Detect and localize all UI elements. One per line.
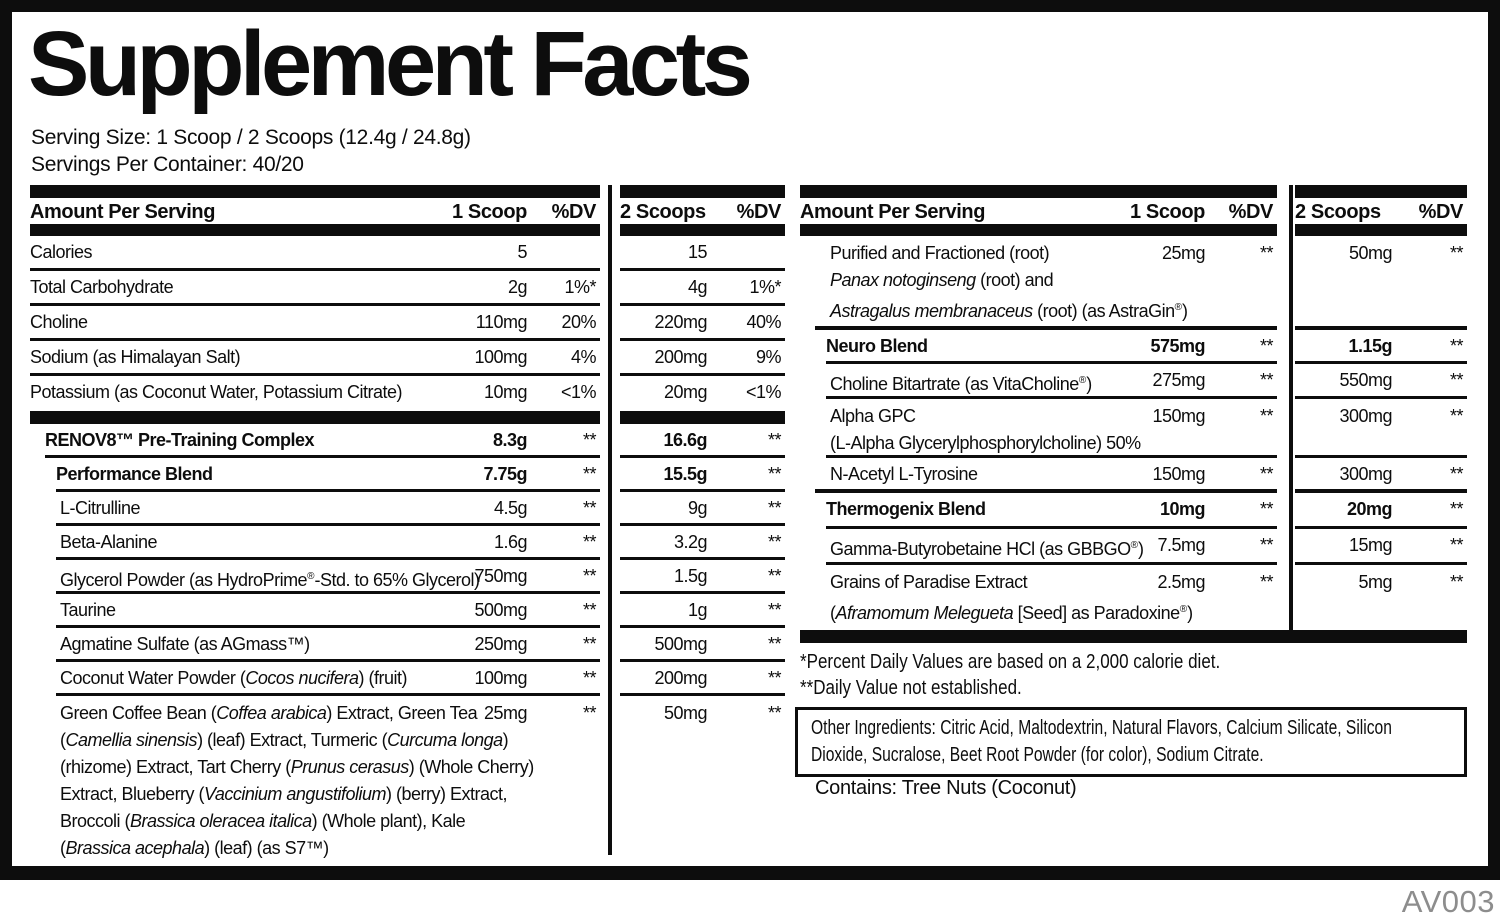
nutrient-values bbox=[620, 236, 785, 411]
amount-value: 200mg bbox=[654, 347, 707, 367]
ingredient-name: Alpha GPC (L-Alpha Glycerylphosphorylcholine) 50% bbox=[830, 406, 1141, 453]
dv-column-label: %DV bbox=[551, 201, 596, 223]
dv-value: ** bbox=[582, 600, 596, 620]
serving-size: Serving Size: 1 Scoop / 2 Scoops (12.4g / 24.8g) bbox=[31, 126, 471, 149]
table-row bbox=[30, 376, 600, 411]
table-row bbox=[826, 330, 1277, 364]
dv-value: ** bbox=[1259, 499, 1273, 519]
facts-panel2-1scoop bbox=[800, 185, 1277, 629]
amount-value: 2g bbox=[507, 277, 527, 297]
table-row bbox=[620, 662, 785, 696]
table-row bbox=[1295, 458, 1467, 493]
amount-value: 5mg bbox=[1358, 572, 1392, 592]
amount-value: 3.2g bbox=[673, 532, 707, 552]
table-row bbox=[30, 696, 600, 863]
table-row bbox=[1295, 399, 1467, 458]
dv-value: ** bbox=[582, 532, 596, 552]
ingredient-name: N-Acetyl L-Tyrosine bbox=[830, 464, 978, 484]
ingredient-name: Glycerol Powder (as HydroPrime®-Std. to 65% Glycerol) bbox=[60, 570, 480, 590]
ingredient-name: Sodium (as Himalayan Salt) bbox=[30, 347, 241, 367]
amount-value: 550mg bbox=[1339, 370, 1392, 390]
dv-value: ** bbox=[582, 566, 596, 586]
dv-value bbox=[711, 240, 785, 268]
amount-value: 7.5mg bbox=[1157, 535, 1205, 555]
dv-value: ** bbox=[767, 600, 781, 620]
panel-header-row bbox=[800, 198, 1277, 224]
table-row bbox=[45, 424, 600, 458]
dv-value bbox=[531, 240, 600, 268]
dv-value: 4% bbox=[570, 347, 596, 367]
table-row bbox=[56, 458, 600, 492]
table-row bbox=[620, 492, 785, 526]
blend-rows bbox=[30, 424, 600, 863]
dv-value: ** bbox=[1449, 572, 1463, 592]
dv-value: ** bbox=[1259, 464, 1273, 484]
dv-value: ** bbox=[582, 668, 596, 688]
table-row bbox=[620, 306, 785, 341]
other-ingredients-line2: Dioxide, Sucralose, Beet Root Powder (for color), Sodium Citrate. bbox=[811, 744, 1264, 766]
footnote-bar bbox=[800, 630, 1467, 643]
table-row bbox=[815, 458, 1277, 493]
amount-value: 7.75g bbox=[483, 464, 527, 484]
table-row bbox=[620, 594, 785, 628]
amount-value: 5 bbox=[517, 242, 527, 262]
ingredient-name: Choline Bitartrate (as VitaCholine®) bbox=[830, 374, 1092, 394]
page-title: Supplement Facts bbox=[28, 13, 749, 115]
ingredient-name: Potassium (as Coconut Water, Potassium Citrate) bbox=[30, 382, 402, 402]
table-row bbox=[30, 306, 600, 341]
table-row bbox=[1295, 529, 1467, 565]
dv-value: ** bbox=[1449, 406, 1463, 426]
dv-value: ** bbox=[1259, 243, 1273, 263]
amount-value: 50mg bbox=[1348, 243, 1392, 263]
dv-value: <1% bbox=[745, 382, 781, 402]
amount-value: 750mg bbox=[474, 566, 527, 586]
dv-value: ** bbox=[1259, 336, 1273, 356]
servings-per-container: Servings Per Container: 40/20 bbox=[31, 153, 304, 176]
dv-value: ** bbox=[767, 634, 781, 654]
ingredient-name: L-Citrulline bbox=[60, 498, 141, 518]
ingredient-name: Performance Blend bbox=[56, 464, 213, 484]
scoop-column-label: 1 Scoop bbox=[1130, 201, 1205, 223]
table-row bbox=[620, 458, 785, 492]
amount-value: 1.5g bbox=[673, 566, 707, 586]
allergen-statement: Contains: Tree Nuts (Coconut) bbox=[815, 777, 1077, 799]
table-row bbox=[30, 341, 600, 376]
dv-value: ** bbox=[1449, 336, 1463, 356]
amount-value: 250mg bbox=[474, 634, 527, 654]
table-row bbox=[56, 526, 600, 560]
amount-value: 4.5g bbox=[493, 498, 527, 518]
table-row bbox=[56, 594, 600, 628]
amount-value: 150mg bbox=[1152, 464, 1205, 484]
panel-divider-left bbox=[608, 185, 612, 855]
table-row bbox=[815, 236, 1277, 330]
dv-value: 9% bbox=[755, 347, 781, 367]
ingredient-name: Neuro Blend bbox=[826, 336, 928, 356]
table-row bbox=[620, 271, 785, 306]
header-underline-bar bbox=[800, 224, 1277, 236]
section-divider-bar bbox=[30, 411, 600, 424]
amount-value: 1.15g bbox=[1348, 336, 1392, 356]
table-row bbox=[826, 399, 1277, 458]
table-row bbox=[56, 492, 600, 526]
dv-value: 40% bbox=[746, 312, 781, 332]
table-row bbox=[826, 529, 1277, 565]
table-row bbox=[56, 560, 600, 594]
panel-header-row bbox=[620, 198, 785, 224]
ingredient-name: Taurine bbox=[60, 600, 116, 620]
amount-value: 500mg bbox=[474, 600, 527, 620]
header-underline-bar bbox=[30, 224, 600, 236]
registered-mark: ® bbox=[1130, 540, 1138, 551]
dv-value: ** bbox=[582, 634, 596, 654]
amount-value: 275mg bbox=[1152, 370, 1205, 390]
scoop-column-label: 1 Scoop bbox=[452, 201, 527, 223]
ingredient-name: Calories bbox=[30, 242, 93, 262]
amount-value: 10mg bbox=[483, 382, 527, 402]
amount-value: 16.6g bbox=[663, 430, 707, 450]
amount-value: 8.3g bbox=[492, 430, 527, 450]
ingredient-name: Agmatine Sulfate (as AGmass™) bbox=[60, 634, 310, 654]
scoop-column-label: 2 Scoops bbox=[1295, 201, 1381, 223]
table-row bbox=[620, 560, 785, 594]
registered-mark: ® bbox=[1078, 375, 1087, 386]
header-underline-bar bbox=[620, 224, 785, 236]
ingredient-name: Choline bbox=[30, 312, 88, 332]
amount-value: 25mg bbox=[483, 703, 527, 723]
ingredient-name: Coconut Water Powder (Cocos nucifera) (fruit) bbox=[60, 668, 407, 688]
amount-per-serving-label: Amount Per Serving bbox=[30, 201, 216, 223]
amount-value: 150mg bbox=[1152, 406, 1205, 426]
dv-value: ** bbox=[1259, 370, 1273, 390]
dv-value: ** bbox=[767, 430, 781, 450]
dv-value: ** bbox=[767, 498, 781, 518]
dv-value: 1%* bbox=[564, 277, 596, 297]
ingredient-name: Total Carbohydrate bbox=[30, 277, 174, 297]
dv-value: ** bbox=[1259, 572, 1273, 592]
amount-value: 50mg bbox=[663, 703, 707, 723]
dv-value: ** bbox=[1449, 243, 1463, 263]
table-row bbox=[826, 493, 1277, 529]
dv-value: ** bbox=[767, 668, 781, 688]
amount-value: 100mg bbox=[474, 347, 527, 367]
table-row bbox=[620, 526, 785, 560]
dv-column-label: %DV bbox=[1228, 201, 1273, 223]
amount-per-serving-label: Amount Per Serving bbox=[800, 201, 986, 223]
ingredient-name: Green Coffee Bean (Coffea arabica) Extract, Green Tea (Camellia sinensis) (leaf) Extract, Turmeric (Curcuma longa) (rhizome) Extract, Tart Cherry (Prunus cerasus) (Whole Cherry) Extract, Blueberry (Vaccinium angustifolium) (berry) Extract, Broccoli (Brassica oleracea italica) (Whole plant), Kale (Brassica acephala) (leaf) (as S7™) bbox=[60, 703, 534, 858]
dv-value: ** bbox=[582, 703, 596, 723]
frame-right-border bbox=[1488, 0, 1500, 880]
ingredient-values bbox=[1295, 236, 1467, 629]
frame-bottom-bar bbox=[0, 866, 1500, 880]
table-row bbox=[56, 628, 600, 662]
amount-value: 1g bbox=[687, 600, 707, 620]
dv-value: ** bbox=[767, 464, 781, 484]
ingredient-name: Thermogenix Blend bbox=[826, 499, 986, 519]
amount-value: 20mg bbox=[663, 382, 707, 402]
panel-top-bar bbox=[620, 185, 785, 198]
table-row bbox=[620, 628, 785, 662]
amount-value: 2.5mg bbox=[1157, 572, 1205, 592]
amount-value: 15mg bbox=[1348, 535, 1392, 555]
dv-value: <1% bbox=[560, 382, 596, 402]
frame-top-border bbox=[0, 0, 1500, 12]
facts-panel-1scoop bbox=[30, 185, 600, 863]
dv-column-label: %DV bbox=[1418, 201, 1463, 223]
amount-value: 220mg bbox=[654, 312, 707, 332]
amount-value: 15.5g bbox=[663, 464, 707, 484]
table-row bbox=[56, 662, 600, 696]
dv-value: ** bbox=[1449, 535, 1463, 555]
registered-mark: ® bbox=[1174, 302, 1183, 313]
table-row bbox=[1295, 565, 1467, 629]
panel-divider-right bbox=[1289, 185, 1293, 632]
ingredient-name: RENOV8™ Pre-Training Complex bbox=[45, 430, 315, 450]
frame-left-border bbox=[0, 0, 12, 880]
blend-values bbox=[620, 424, 785, 863]
table-row bbox=[620, 424, 785, 458]
ingredient-name: Purified and Fractioned (root) Panax notoginseng (root) and Astragalus membranaceus (root) (as AstraGin®) bbox=[830, 243, 1188, 321]
amount-value: 10mg bbox=[1159, 499, 1205, 519]
dv-value: 20% bbox=[561, 312, 596, 332]
scoop-column-label: 2 Scoops bbox=[620, 201, 706, 223]
dv-value: ** bbox=[767, 532, 781, 552]
table-row bbox=[1295, 236, 1467, 330]
registered-mark: ® bbox=[1179, 604, 1188, 615]
footnotes bbox=[800, 649, 1294, 701]
table-row bbox=[1295, 493, 1467, 529]
dv-value: ** bbox=[1259, 406, 1273, 426]
dv-value: ** bbox=[582, 430, 596, 450]
ingredient-name: Beta-Alanine bbox=[60, 532, 158, 552]
amount-value: 500mg bbox=[654, 634, 707, 654]
amount-value: 575mg bbox=[1150, 336, 1205, 356]
table-row bbox=[800, 565, 1277, 629]
amount-value: 9g bbox=[687, 498, 707, 518]
table-row bbox=[30, 271, 600, 306]
amount-value: 25mg bbox=[1161, 243, 1205, 263]
facts-panel-2scoops bbox=[620, 185, 785, 863]
amount-value: 100mg bbox=[474, 668, 527, 688]
amount-value: 200mg bbox=[654, 668, 707, 688]
dv-value: ** bbox=[1259, 535, 1273, 555]
dv-value: ** bbox=[1449, 464, 1463, 484]
amount-value: 300mg bbox=[1339, 406, 1392, 426]
table-row bbox=[1295, 364, 1467, 399]
table-row bbox=[620, 341, 785, 376]
dv-value: ** bbox=[767, 566, 781, 586]
other-ingredients-box bbox=[795, 707, 1467, 777]
header-underline-bar bbox=[1295, 224, 1467, 236]
panel-header-row bbox=[1295, 198, 1467, 224]
panel-header-row bbox=[30, 198, 600, 224]
dv-value: ** bbox=[582, 464, 596, 484]
dv-value: ** bbox=[582, 498, 596, 518]
table-row bbox=[1295, 330, 1467, 364]
amount-value: 20mg bbox=[1346, 499, 1392, 519]
ingredient-name: Gamma-Butyrobetaine HCl (as GBBGO®) bbox=[830, 539, 1144, 559]
dv-value: ** bbox=[1449, 499, 1463, 519]
footnote-dv: *Percent Daily Values are based on a 2,000 calorie diet. bbox=[800, 651, 1221, 673]
amount-value: 1.6g bbox=[493, 532, 527, 552]
panel-top-bar bbox=[800, 185, 1277, 198]
amount-value: 15 bbox=[687, 242, 707, 262]
section-divider-bar bbox=[620, 411, 785, 424]
table-row bbox=[30, 236, 600, 271]
table-row bbox=[826, 364, 1277, 399]
table-row bbox=[620, 376, 785, 411]
table-row bbox=[620, 696, 785, 863]
table-row bbox=[620, 236, 785, 271]
panel-top-bar bbox=[1295, 185, 1467, 198]
dv-value: ** bbox=[767, 703, 781, 723]
dv-value: 1%* bbox=[749, 277, 781, 297]
facts-panel2-2scoops bbox=[1295, 185, 1467, 629]
nutrient-rows bbox=[30, 236, 600, 411]
dv-column-label: %DV bbox=[736, 201, 781, 223]
ingredient-name: Grains of Paradise Extract (Aframomum Melegueta [Seed] as Paradoxine®) bbox=[830, 572, 1193, 623]
amount-value: 300mg bbox=[1339, 464, 1392, 484]
other-ingredients-line1: Other Ingredients: Citric Acid, Maltodextrin, Natural Flavors, Calcium Silicate, Silicon bbox=[811, 717, 1392, 739]
footnote-not-established: **Daily Value not established. bbox=[800, 677, 1022, 699]
amount-value: 110mg bbox=[475, 312, 527, 332]
registered-mark: ® bbox=[307, 571, 315, 582]
amount-value: 4g bbox=[687, 277, 707, 297]
ingredient-rows bbox=[800, 236, 1277, 629]
dv-value: ** bbox=[1449, 370, 1463, 390]
label-code: AV003 bbox=[1401, 884, 1495, 919]
panel-top-bar bbox=[30, 185, 600, 198]
